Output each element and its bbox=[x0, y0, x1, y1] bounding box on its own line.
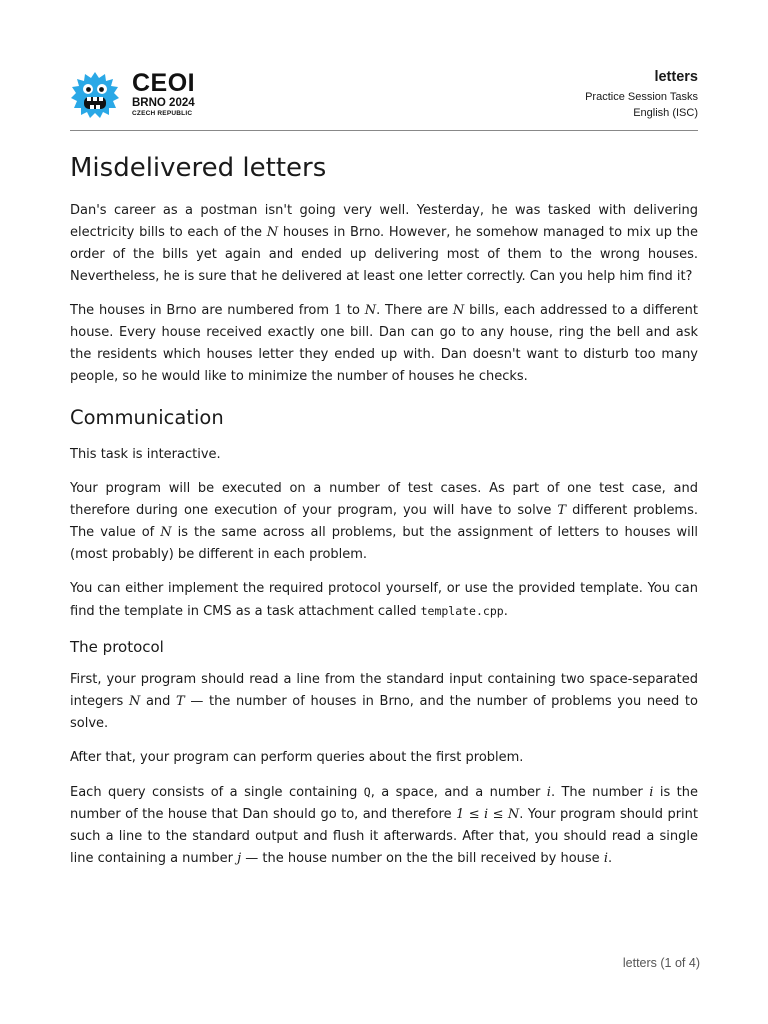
text-run: houses in Brno. However, he somehow managed to mix up the order of the bills yet again and ended up delivering most of them to the wrong houses. Nevertheless, he is sure that he delivered at least one letter correctly. Can you help him find it? bbox=[70, 225, 699, 284]
protocol-heading: The protocol bbox=[70, 638, 164, 656]
text-run: — the number of houses in Brno, and the number of problems you need to solve. bbox=[70, 694, 698, 731]
logo-city: BRNO 2024 bbox=[132, 97, 195, 109]
language-label: English (ISC) bbox=[633, 107, 698, 119]
text-run: . There are bbox=[376, 303, 453, 318]
logo-wordmark bbox=[132, 70, 195, 118]
text-run: is the number of the house that Dan should go to, and therefore bbox=[70, 785, 699, 822]
text-run: and bbox=[140, 694, 177, 709]
query-command: Q bbox=[363, 785, 371, 799]
text-run: . bbox=[503, 604, 508, 619]
protocol-paragraph-1 bbox=[70, 669, 698, 735]
communication-paragraph-3 bbox=[70, 578, 698, 623]
intro-paragraph-1 bbox=[70, 200, 698, 288]
logo-title: CEOI bbox=[132, 69, 196, 97]
text-run: Your program will be executed on a number of test cases. As part of one test case, and therefore during one execution of your program, you will have to solve bbox=[70, 481, 698, 518]
math-t: T bbox=[557, 503, 567, 518]
text-run: . The number bbox=[550, 785, 650, 800]
intro-paragraph-2 bbox=[70, 300, 698, 388]
header-divider bbox=[70, 130, 698, 131]
text-run: . Your program should print such a line to the standard output and flush it afterwards. After that, you should read a single line containing a number bbox=[70, 807, 698, 866]
header-meta bbox=[585, 68, 698, 121]
math-inequality: 1 ≤ i ≤ N bbox=[456, 807, 520, 822]
math-n: N bbox=[364, 303, 377, 318]
session-label: Practice Session Tasks bbox=[585, 91, 698, 103]
text-run: Dan's career as a postman isn't going very well. Yesterday, he was tasked with delivering electricity bills to each of the bbox=[70, 203, 698, 240]
text-run: The houses in Brno are numbered from bbox=[70, 303, 334, 318]
communication-heading: Communication bbox=[70, 406, 224, 429]
math-n: N bbox=[266, 225, 279, 240]
protocol-paragraph-2: After that, your program can perform queries about the first problem. bbox=[70, 750, 524, 765]
text-run: — the house number on the the bill received by house bbox=[241, 851, 604, 866]
text-run: You can either implement the required protocol yourself, or use the provided template. You can find the template in CMS as a task attachment called bbox=[70, 581, 698, 619]
math-i: i bbox=[603, 851, 608, 866]
text-run: different problems. The value of bbox=[70, 503, 699, 540]
logo-country: CZECH REPUBLIC bbox=[132, 110, 193, 117]
math-t: T bbox=[176, 694, 185, 709]
page-footer: letters (1 of 4) bbox=[622, 956, 700, 970]
text-run: First, your program should read a line from the standard input containing two space-separated integers bbox=[70, 672, 698, 709]
text-run: Each query consists of a single containing bbox=[70, 785, 364, 800]
protocol-paragraph-3 bbox=[70, 781, 698, 870]
communication-paragraph-1: This task is interactive. bbox=[70, 447, 221, 462]
text-run: . bbox=[607, 851, 613, 866]
task-statement bbox=[70, 148, 698, 882]
page-title: Misdelivered letters bbox=[70, 153, 327, 183]
math-n: N bbox=[128, 694, 141, 709]
math-i: i bbox=[546, 785, 551, 800]
template-filename: template.cpp bbox=[420, 604, 504, 618]
text-run: to bbox=[342, 303, 365, 318]
task-name: letters bbox=[654, 69, 698, 85]
math-j: j bbox=[237, 851, 242, 866]
math-i: i bbox=[649, 785, 654, 800]
page-header bbox=[70, 68, 698, 130]
text-run: bills, each addressed to a different house. Every house received exactly one bill. Dan can go to any house, ring the bell and ask the residents which houses letter they ended up with. Dan doesn't want to disturb too many people, so he would like to minimize the number of houses he checks. bbox=[70, 303, 698, 384]
communication-paragraph-2 bbox=[70, 478, 698, 566]
ceoi-monster-logo-icon bbox=[70, 70, 120, 120]
math-n: N bbox=[452, 303, 465, 318]
math-n: N bbox=[160, 525, 172, 540]
text-run: is the same across all problems, but the assignment of letters to houses will (most probably) be different in each problem. bbox=[70, 525, 698, 562]
text-run: , a space, and a number bbox=[370, 785, 547, 800]
math-one: 1 bbox=[333, 303, 343, 318]
